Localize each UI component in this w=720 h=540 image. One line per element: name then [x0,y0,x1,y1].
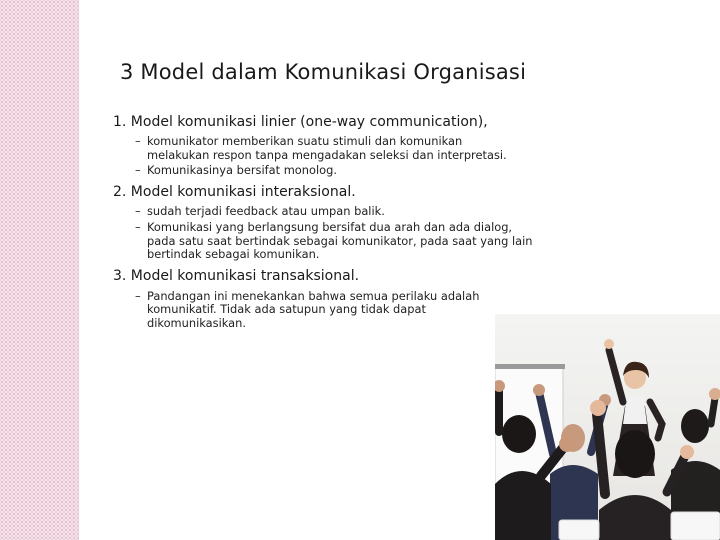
model-heading-2: 2. Model komunikasi interaksional. [113,183,356,200]
bullet-point [135,205,543,219]
bullet-dash: – [135,288,141,303]
bullet-point [135,135,527,162]
audience-cheering-photo [495,314,720,540]
model-heading-3: 3. Model komunikasi transaksional. [113,267,360,284]
bullet-text: Komunikasinya bersifat monolog. [147,163,337,177]
model-heading-1: 1. Model komunikasi linier (one-way communication), [113,114,488,130]
bullet-dash: – [135,163,141,177]
side-pattern-strip [0,0,78,540]
bullet-text: Pandangan ini menekankan bahwa semua perilaku adalah komunikatif. Tidak ada satupun yang tidak dapat dikomunikasikan. [147,288,480,330]
model-points-1 [135,135,543,178]
bullet-text: Komunikasi yang berlangsung bersifat dua arah dan ada dialog, pada satu saat bertindak sebagai komunikator, pada saat yang lain bertindak sebagai komunikan. [147,220,533,261]
side-divider [78,0,79,540]
bullet-point [135,221,542,262]
bullet-dash: – [135,220,141,234]
bullet-text: komunikator memberikan suatu stimuli dan komunikan melakukan respon tanpa mengadakan seleksi dan interpretasi. [147,134,507,162]
slide-title: 3 Model dalam Komunikasi Organisasi [120,60,527,84]
bullet-dash: – [135,203,141,218]
bullet-point [135,290,512,331]
bullet-text: sudah terjadi feedback atau umpan balik. [147,203,385,218]
bullet-point [135,164,543,178]
model-points-2 [135,205,543,262]
model-points-3 [135,290,543,331]
slide-content [113,114,543,330]
bullet-dash: – [135,134,141,148]
